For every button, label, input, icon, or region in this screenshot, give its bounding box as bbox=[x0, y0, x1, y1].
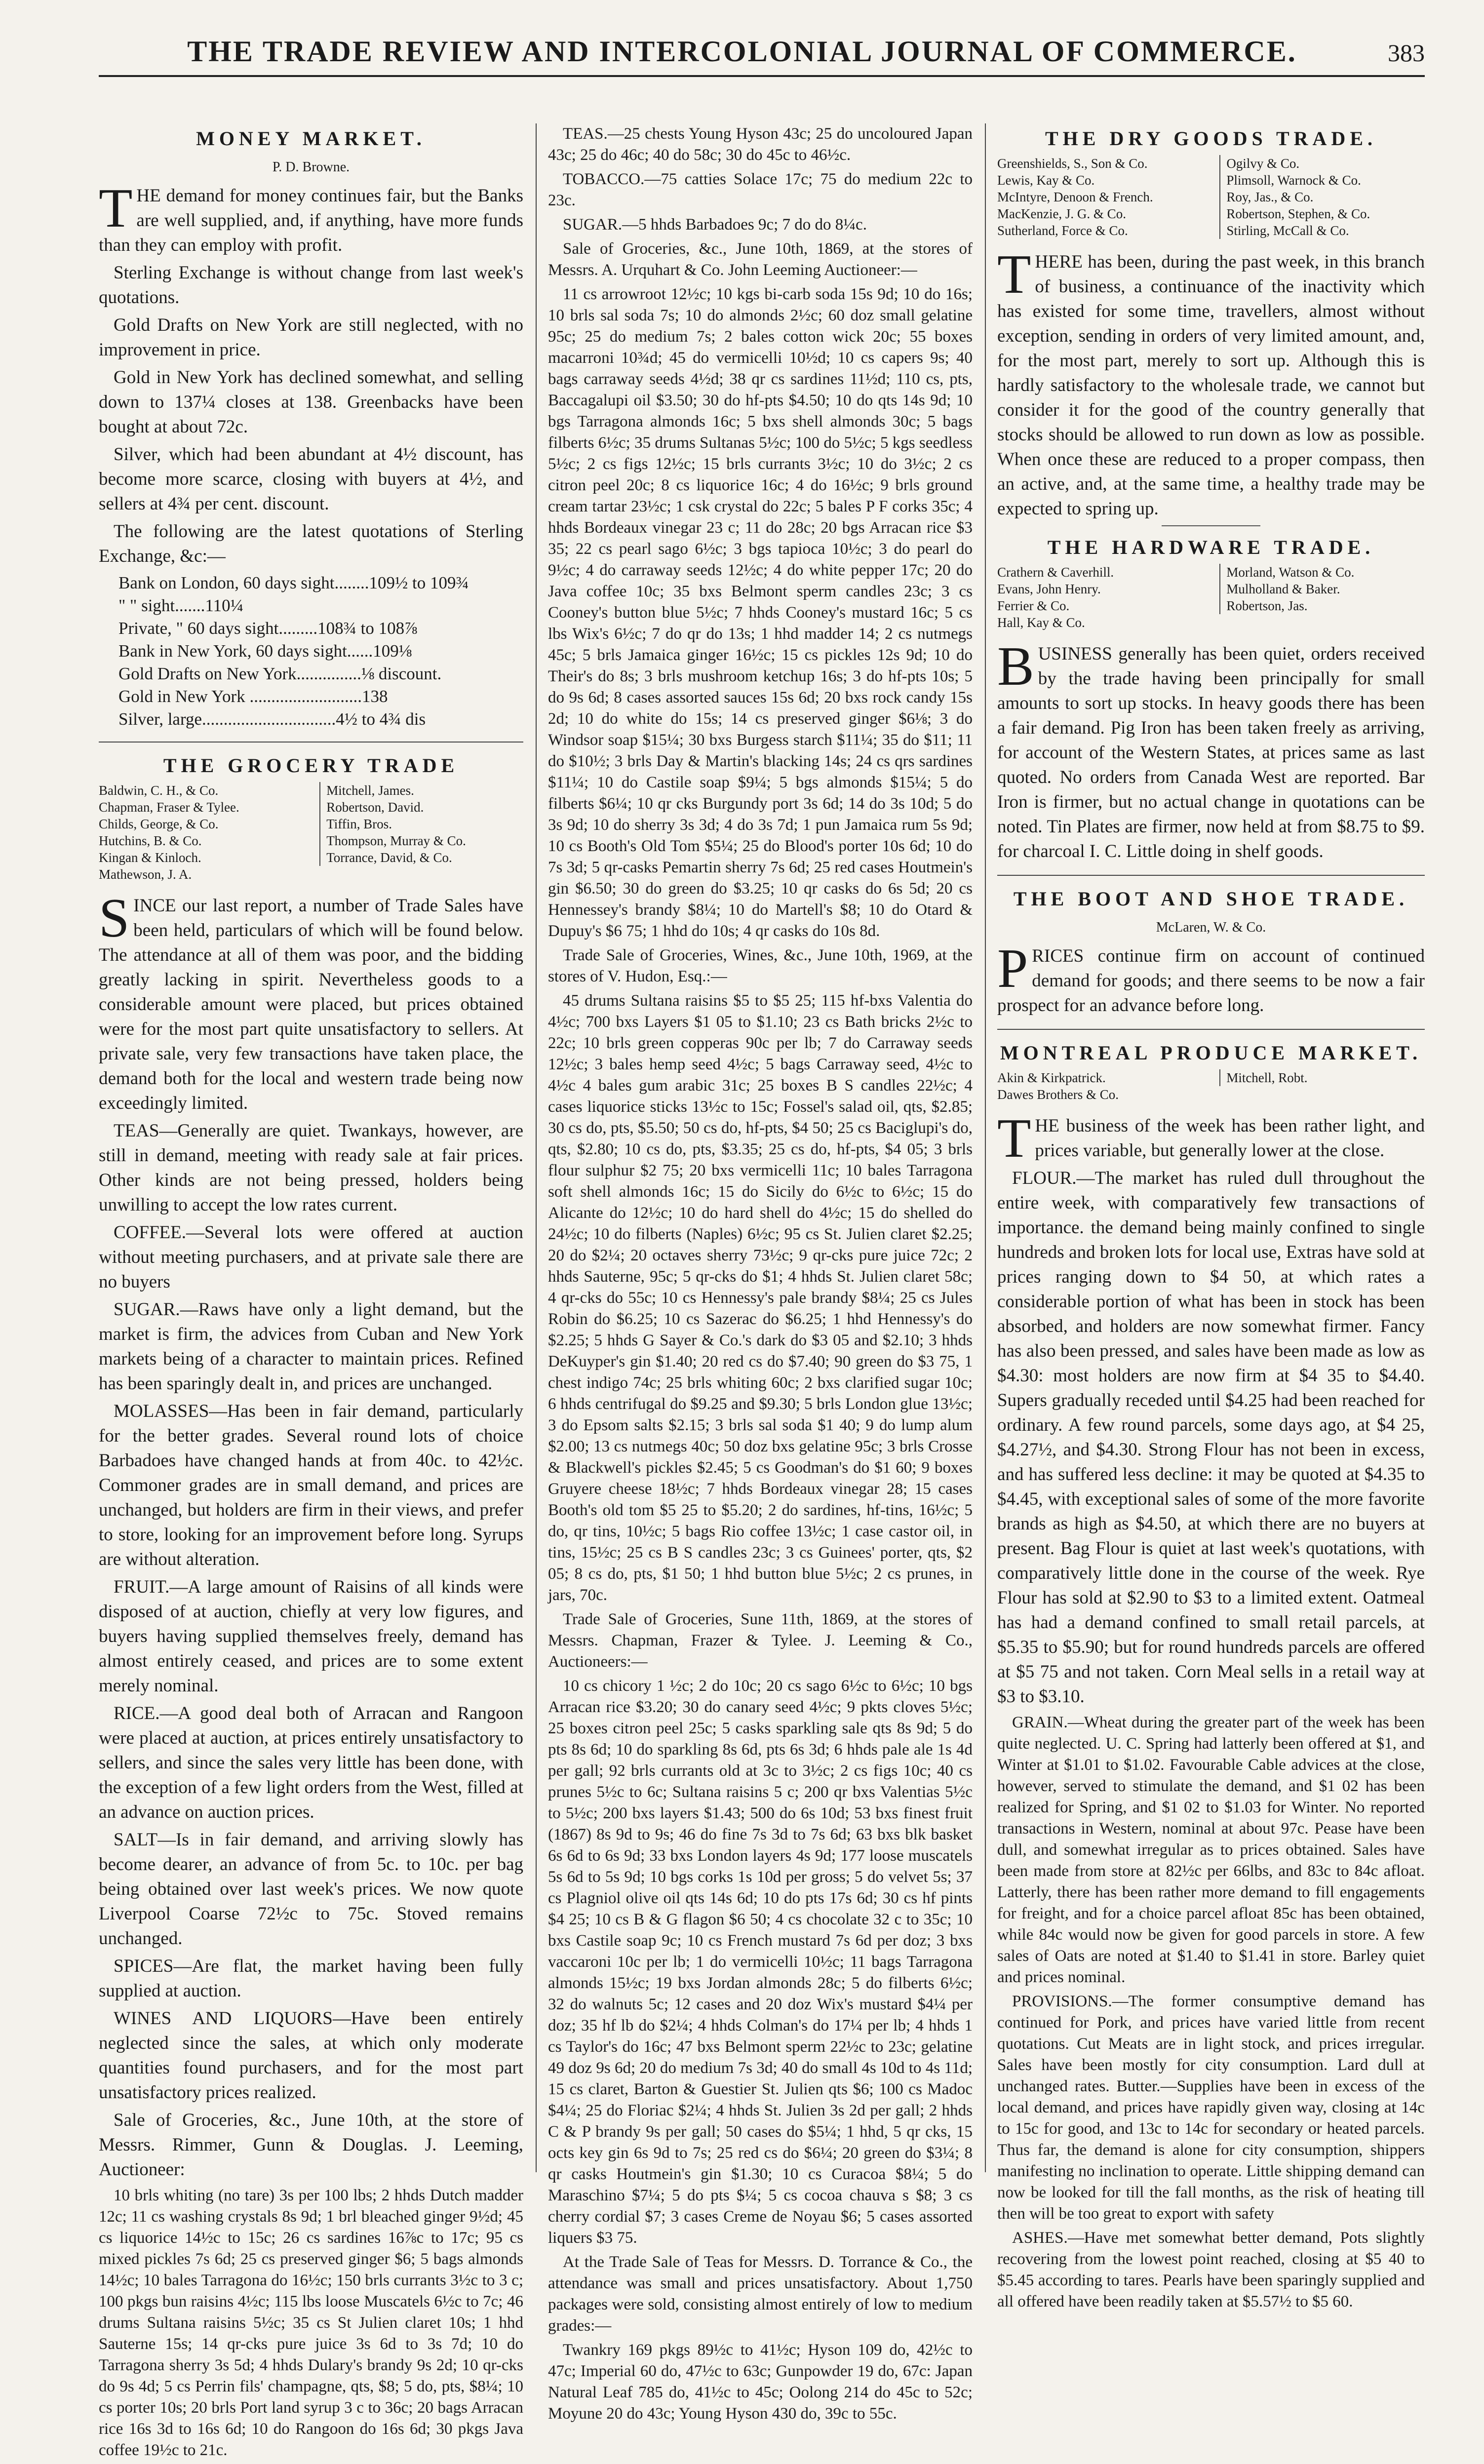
firm-name: Chapman, Fraser & Tylee. bbox=[99, 800, 239, 815]
grocery-sugar: SUGAR.—Raws have only a light demand, but the market is firm, the advices from Cuban and New York markets being of a character to maintain prices. Refined has been sparingly dealt in, and prices are unchanged. bbox=[99, 1299, 523, 1394]
firm-name: Hutchins, B. & Co. bbox=[99, 833, 202, 848]
sale-listing: 11 cs arrowroot 12½c; 10 kgs bi-carb soda 15s 9d; 10 do 16s; 10 brls sal soda 7s; 10 do almonds 2½c; 60 doz small gelatine 95c; 25 do medium 7s; 2 bales cotton wick 20c; 55 boxes macarroni 10¾d; 45 do vermicelli 10½d; 10 cs capers 9s; 40 bags carraway seeds 4½d; 38 qr cs sardines 11½d; 110 cs, pts, Baccagalupi oil $3.50; 30 do hf-pts $4.50; 10 do qts 14s 9d; 10 bgs Tarragona almonds 16c; 5 bxs shell almonds 30c; 5 bags filberts 6½c; 35 drums Sultanas 5½c; 100 do 5½c; 5 kgs seedless 5½c; 2 cs figs 12½c; 15 brls currants 3½c; 10 do 3½c; 2 cs citron peel 20c; 8 cs liquorice 16c; 4 do 16½c; 9 brls ground cream tartar 23½c; 1 csk crystal do 22c; 5 bales P F corks 35c; 4 hhds Bordeaux vinegar 23 c; 11 do 28c; 20 bgs Arracan rice $3 35; 22 cs pearl sago 6½c; 3 bgs tapioca 10½c; 3 do pearl do 9½c; 4 do carraway seeds 12½c; 4 do white pepper 17c; 20 do Java coffee 10c; 35 bxs Belmont sperm candles 23c; 3 cs Cooney's button blue 5½c; 7 hhds Cooney's mustard 16c; 5 cs lbs Wix's 6½c; 7 do qr do 13s; 1 hhd madder 14; 2 cs nutmegs 45c; 5 brls Jamaica ginger 16½c; 15 cs pickles 12s 9d; 10 do Their's do 8s; 3 brls mushroom ketchup 16s; 3 do hf-pts 10s; 5 do 9s 6d; 8 cases assorted sauces 15s 6d; 20 bxs rock candy 15s 2d; 10 do white do 15s; 14 cs preserved ginger $6⅛; 3 do Windsor soap $15¼; 30 bxs Burgess starch $11¼; 35 do $11; 11 do $10½; 3 brls Day & Martin's blacking 14s; 24 cs qrs sardines $11¼; 10 do Castile soap $9¼; 5 bgs almonds $15¼; 5 do filberts $6¼; 10 qr cks Burgundy port 3s 6d; 14 do 3s 10d; 5 do 3s 9d; 10 do sherry 3s 3d; 4 do 3s 7d; 1 pun Jamaica rum 5s 9d; 10 cs Booth's Old Tom $5¼; 25 do Blood's porter 10s 6d; 10 do 7s 3d; 5 qr-casks Pemartin sherry 7s 6d; 25 red cases Houtmein's gin $6.50; 30 do green do $3.25; 10 qr casks do 6s 5d; 20 cs Hennessey's brandy $8¼; 10 do Martell's $8; 10 do Otard & Dupuy's $6 75; 1 hhd do 10s; 4 qr casks do 10s 8d. bbox=[548, 285, 973, 940]
firm-name: Crathern & Caverhill. bbox=[997, 565, 1114, 580]
firm-name: Akin & Kirkpatrick. bbox=[997, 1070, 1106, 1085]
firm-name: Mulholland & Baker. bbox=[1226, 582, 1340, 596]
firm-name: Hall, Kay & Co. bbox=[997, 615, 1085, 630]
drop-cap: T bbox=[99, 178, 133, 239]
journal-title: THE TRADE REVIEW AND INTERCOLONIAL JOURNAL OF COMMERCE. bbox=[187, 35, 1297, 68]
firm-name: Ferrier & Co. bbox=[997, 598, 1070, 613]
money-para-4: Gold in New York has declined somewhat, and selling down to 137¼ closes at 138. Greenbacks have been bought at about 72c. bbox=[99, 367, 523, 437]
firm-name: Greenshields, S., Son & Co. bbox=[997, 156, 1148, 171]
section-rule bbox=[1162, 525, 1260, 526]
hardware-para: BUSINESS generally has been quiet, orders received by the trade having been principally for small amounts to sort up stocks. In heavy goods there has been a fair demand. Pig Iron has been taken freely as arriving, for account of the Western States, at prices same as last quoted. No orders from Canada West are reported. Bar Iron is firmer, but no actual change in quotations can be noted. Tin Plates are firmer, now held at from $8.75 to $9. for charcoal I. C. Little doing in shelf goods. bbox=[997, 636, 1425, 861]
firm-name: Morland, Watson & Co. bbox=[1226, 565, 1355, 580]
firm-name: Dawes Brothers & Co. bbox=[997, 1087, 1119, 1102]
sale-listing: 10 cs chicory 1 ½c; 2 do 10c; 20 cs sago 6½c to 6½c; 10 bgs Arracan rice $3.20; 30 do canary seed 4½c; 9 pkts cloves 5½c; 25 boxes citron peel 25c; 5 casks sparkling sale qts 8s 9d; 5 do pts 8s 6d; 10 do sparkling 8s 6d, pts 6s 3d; 6 hhds pale ale 1s 4d per gall; 92 brls currants old at 3c to 3½c; 2 cs figs 10c; 40 cs prunes 5½c to 6c; Sultana raisins 5 c; 200 qr bxs Valentias 5½c to 5½c; 200 bxs layers $1.43; 500 do 6s 10d; 53 bxs finest fruit (1867) 8s 9d to 9s; 46 do fine 7s 3d to 7s 6d; 63 bxs blk basket 6s 6d to 6s 9d; 33 bxs London layers 4s 9d; 177 loose muscatels 5s 6d to 5s 9d; 10 bgs corks 1s 10d per gross; 5 do velvet 5s; 37 cs Plagniol olive oil qts 14s 6d; 10 do pts 17s 6d; 30 cs hf pints $4 25; 10 cs B & G flagon $6 50; 4 cs chocolate 32 c to 35c; 10 bxs Castile soap 9c; 10 cs French mustard 7s 6d per doz; 3 bxs vaccaroni 10c per lb; 1 do vermicelli 10½c; 11 bags Tarragona almonds 15½c; 19 bxs Jordan almonds 28c; 5 do filberts 6½c; 32 do walnuts 5c; 12 cases and 20 doz Wix's mustard $4¼ per doz; 35 hf lb do $2¼; 4 hhds Colman's do 17¼ per lb; 4 hhds 1 cs Taylor's do 16c; 47 bxs Belmont sperm 22½c to 23c; gelatine 49 doz 9s 6d; 20 do medium 7s 3d; 40 do small 4s 10d to 4s 11d; 15 cs claret, Barton & Guestier St. Julien qts $6; 100 cs Madoc $4¼; 25 do Floriac $2¼; 4 hhds St. Julien 3s 2d per gall; 2 hhds C & P brandy 9s per gall; 50 cases do $5¼; 1 hhd, 5 qr cks, 15 octs key gin 6s 9d to 7s; 25 red cs do $6¼; 20 green do $3¼; 8 qr casks Houtmein's gin $1.30; 10 cs Curacoa $8¼; 5 do Maraschino $7¼; 5 do pts $¼; 5 cs cocoa chauva s $8; 3 cs cherry cordial $7; 3 cases Creme de Noyau $6; 5 cases assorted liquers $3 75. bbox=[548, 1677, 973, 2247]
grocery-trade-heading: THE GROCERY TRADE bbox=[163, 754, 459, 777]
firm-name: Lewis, Kay & Co. bbox=[997, 173, 1095, 188]
produce-firms bbox=[997, 1069, 1425, 1103]
grocery-teas: TEAS—Generally are quiet. Twankays, however, are still in demand, meeting with ready sale at fair prices. Other kinds are not being pressed, holders being unwilling to accept the low rates current. bbox=[99, 1121, 523, 1215]
grocery-coffee: COFFEE.—Several lots were offered at auction without meeting purchasers, and at private sale there are no buyers bbox=[99, 1222, 523, 1292]
drop-cap: B bbox=[997, 636, 1034, 697]
dry-goods-heading: THE DRY GOODS TRADE. bbox=[1045, 127, 1377, 150]
produce-flour: FLOUR.—The market has ruled dull throughout the entire week, with comparatively few transactions of importance. the demand being mainly confined to single hundreds and broken lots for local use, Extras have sold at prices ranging down to $4 50, at which rates a considerable portion of what has been in stock has been absorbed, and holders are now somewhat firmer. Fancy has also been pressed, and sales have been made as low as $4.30: most holders are now firm at $4 35 to $4.40. Supers gradually receded until $4.25 had been reached for ordinary. A few round parcels, some days ago, at $4 25, $4.27½, and $4.30. Strong Flour has not been in excess, and has suffered less decline: it may be quoted at $4.35 to $4.45, with exceptional sales of some of the more favorite brands as high as $4.50, at which there are no buyers at present. Bag Flour is quiet at last week's quotations, with comparatively little done in the course of the week. Rye Flour has sold at $2.90 to $3 to a limited extent. Oatmeal has had a demand confined to small retail parcels, at $5.35 to $5.90; but for round hundreds parcels are offered at $5 75 and not taken. Corn Meal sells in a retail way at $3 to $3.10. bbox=[997, 1168, 1425, 1707]
produce-market-heading: MONTREAL PRODUCE MARKET. bbox=[1000, 1042, 1422, 1064]
firm-name: Stirling, McCall & Co. bbox=[1226, 223, 1349, 238]
firm-name: Evans, John Henry. bbox=[997, 582, 1101, 596]
firm-name: MacKenzie, J. G. & Co. bbox=[997, 206, 1126, 221]
money-para-5: Silver, which had been abundant at 4½ discount, has become more scarce, closing with buyers at 4½, and sellers at 4¾ per cent. discount. bbox=[99, 444, 523, 514]
firm-name: Childs, George, & Co. bbox=[99, 817, 219, 831]
tea-sale-para: At the Trade Sale of Teas for Messrs. D. Torrance & Co., the attendance was small and prices unsatisfactory. About 1,750 packages were sold, consisting almost entirely of low to medium grades:— bbox=[548, 2253, 973, 2335]
quote-line: Private, " 60 days sight.........108¾ to 108⅞ bbox=[118, 619, 418, 638]
firm-name: Robertson, Jas. bbox=[1226, 598, 1308, 613]
firm-name: Baldwin, C. H., & Co. bbox=[99, 783, 219, 798]
firm-name: Mathewson, J. A. bbox=[99, 867, 192, 882]
sale-heading: Sale of Groceries, &c., June 10th, at the store of Messrs. Rimmer, Gunn & Douglas. J. Leeming, Auctioneer: bbox=[99, 2110, 523, 2180]
grocery-para-intro: SINCE our last report, a number of Trade Sales have been held, particulars of which will be found below. The attendance at all of them was poor, and the bidding greatly lacking in spirit. Nevertheless goods to a considerable amount were placed, but prices obtained were for the most part quite unsatisfactory to sellers. At private sale, very few transactions have taken place, the demand both for the local and western trade being now exceedingly limited. bbox=[99, 888, 523, 1113]
firm-name: Plimsoll, Warnock & Co. bbox=[1226, 173, 1361, 188]
firm-name: Tiffin, Bros. bbox=[326, 817, 392, 831]
grocery-spices: SPICES—Are flat, the market having been fully supplied at auction. bbox=[99, 1956, 523, 2001]
column-divider bbox=[985, 123, 986, 2172]
quote-line: Bank in New York, 60 days sight......109⅛ bbox=[118, 641, 412, 661]
firm-name: McIntyre, Denoon & French. bbox=[997, 190, 1153, 204]
drop-cap: P bbox=[997, 938, 1028, 999]
firm-name: Mitchell, James. bbox=[326, 783, 414, 798]
grocery-fruit: FRUIT.—A large amount of Raisins of all kinds were disposed of at auction, chiefly at very low figures, and buyers having supplied themselves freely, demand has almost entirely ceased, and prices are to some extent merely nominal. bbox=[99, 1577, 523, 1696]
column-1 bbox=[99, 123, 523, 2464]
hardware-heading: THE HARDWARE TRADE. bbox=[1047, 536, 1375, 558]
boot-shoe-heading: THE BOOT AND SHOE TRADE. bbox=[1013, 888, 1409, 910]
firm-name: Roy, Jas., & Co. bbox=[1226, 190, 1314, 204]
sale-listing: 10 brls whiting (no tare) 3s per 100 lbs; 2 hhds Dutch madder 12c; 11 cs washing crystals 8s 9d; 1 brl bleached ginger 9½d; 45 cs liquorice 14½c to 15c; 26 cs sardines 16⅞c to 17c; 95 cs mixed pickles 7s 6d; 25 cs preserved ginger $6; 5 bags almonds 14½c; 10 bales Tarragona do 16½c; 150 brls currants 3½c to 3 c; 100 pkgs bun raisins 4½c; 115 lbs loose Muscatels 6½c to 7c; 46 drums Sultana raisins 5½c; 35 cs St Julien claret 10s; 1 hhd Sauterne 15s; 14 qr-cks pure juice 3s 6d to 3s 7d; 10 do Tarragona sherry 3s 5d; 4 hhds Dulary's brandy 9s 2d; 10 qr-cks do 9s 4d; 5 cs Perrin fils' champagne, qts, $8; 5 do, pts, $8¼; 10 cs porter 10s; 20 brls Port land syrup 3 c to 36c; 20 bags Arracan rice 16s 3d to 16s 6d; 10 do Rangoon do 16s 6d; 30 pkgs Java coffee 19½c to 21c. bbox=[99, 2187, 523, 2459]
firm-name: Robertson, Stephen, & Co. bbox=[1226, 206, 1370, 221]
drop-cap: T bbox=[997, 1108, 1031, 1169]
dry-goods-para: THERE has been, during the past week, in this branch of business, a continuance of the inactivity which has existed for some time, travellers, almost without exception, sending in orders of very limited amount, and, for the most part, merely to sort up. Although this is hardly satisfactory to the wholesale trade, we cannot but consider it for the good of the country generally that stocks should be allowed to run down as low as possible. When once these are reduced to a proper compass, then an active, and, at the same time, a healthy trade may be expected to spring up. bbox=[997, 244, 1425, 519]
dry-goods-firms bbox=[997, 155, 1425, 239]
produce-provisions: PROVISIONS.—The former consumptive demand has continued for Pork, and prices have varied little from recent quotations. Cut Meats are in light stock, and prices irregular. Sales have been mostly for city consumption. Lard dull at unchanged rates. Butter.—Supplies have been in excess of the local demand, and prices have rapidly given way, closing at 14c to 15c for good, and 13c to 14c for secondary or heated parcels. Thus far, the demand is alone for city consumption, shippers manifesting no inclination to operate. Little shipping demand can now be looked for till the fall months, as the risk of heating till then will be too great to export with safety bbox=[997, 1993, 1425, 2223]
tea-sale-listing: Twankry 169 pkgs 89½c to 41½c; Hyson 109 do, 42½c to 47c; Imperial 60 do, 47½c to 63c; Gunpowder 19 do, 67c: Japan Natural Leaf 785 do, 41½c to 45c; Oolong 214 do 45c to 52c; Moyune 20 do 43c; Young Hyson 430 do, 39c to 55c. bbox=[548, 2341, 973, 2423]
masthead bbox=[0, 35, 1484, 94]
sale-heading: Trade Sale of Groceries, Wines, &c., June 10th, 1969, at the stores of V. Hudon, Esq.:— bbox=[548, 946, 973, 985]
produce-ashes: ASHES.—Have met somewhat better demand, Pots slightly recovering from the lowest point reached, closing at $5 40 to $5.45 according to tares. Pearls have been sparingly supplied and all offered have been readily taken at $5.57½ to $5 60. bbox=[997, 2229, 1425, 2310]
section-rule bbox=[99, 742, 523, 743]
boot-shoe-firm: McLaren, W. & Co. bbox=[1156, 920, 1266, 935]
money-market-byline: P. D. Browne. bbox=[272, 159, 350, 175]
sale-heading: Trade Sale of Groceries, Sune 11th, 1869, at the stores of Messrs. Chapman, Frazer & Tylee. J. Leeming & Co., Auctioneers:— bbox=[548, 1610, 973, 1671]
money-para-6: The following are the latest quotations of Sterling Exchange, &c:— bbox=[99, 521, 523, 566]
firm-name: Ogilvy & Co. bbox=[1226, 156, 1300, 171]
sale-tobacco: TOBACCO.—75 catties Solace 17c; 75 do medium 22c to 23c. bbox=[548, 170, 973, 209]
section-rule bbox=[997, 1029, 1425, 1030]
grocery-molasses: MOLASSES—Has been in fair demand, particularly for the better grades. Several round lots of choice Barbadoes have changed hands at from 40c. to 42½c. Commoner grades are in small demand, and prices are unchanged, but holders are firm in their views, and prefer to store, looking for an improvement before long. Syrups are without alteration. bbox=[99, 1401, 523, 1569]
money-para-2: Sterling Exchange is without change from last week's quotations. bbox=[99, 263, 523, 308]
grocery-firms bbox=[99, 782, 523, 883]
money-para-1: THE demand for money continues fair, but the Banks are well supplied, and, if anything, have more funds than they can employ with profit. bbox=[99, 178, 523, 255]
sale-sugar: SUGAR.—5 hhds Barbadoes 9c; 7 do do 8¼c. bbox=[563, 216, 867, 234]
hardware-firms bbox=[997, 564, 1425, 631]
quote-line: Gold Drafts on New York...............⅛ discount. bbox=[118, 664, 442, 683]
column-divider bbox=[536, 123, 537, 2172]
produce-intro: THE business of the week has been rather light, and prices variable, but generally lower at the close. bbox=[997, 1108, 1425, 1169]
sale-teas: TEAS.—25 chests Young Hyson 43c; 25 do uncoloured Japan 43c; 25 do 46c; 40 do 58c; 30 do 45c to 46½c. bbox=[548, 125, 973, 164]
firm-name: Kingan & Kinloch. bbox=[99, 850, 201, 865]
quote-line: " " sight.......110¼ bbox=[118, 596, 243, 615]
sale-listing: 45 drums Sultana raisins $5 to $5 25; 115 hf-bxs Valentia do 4½c; 700 bxs Layers $1 05 to $1.10; 23 cs Bath bricks 2½c to 22c; 10 brls green copperas 90c per lb; 7 do Carraway seeds 12½c; 3 bales hemp seed 4½c; 5 bags Carraway seed, 4½c to 4½c 4 bales gum arabic 31c; 25 boxes B S candles 22½c; 4 cases liquorice sticks 13½c to 15c; Fossel's salad oil, qts, $2.85; 30 cs do, pts, $5.50; 50 cs do, hf-pts, $4 50; 25 cs Baciglupi's do, qts, $2.80; 10 cs do, pts, $3.35; 25 cs do, hf-pts, $4 05; 3 brls flour sulphur $2 75; 20 bxs vermicelli 11c; 10 bales Tarragona soft shell almonds 16c; 15 do Sicily do 6½c to 6½c; 15 do Alicante do 12½c; 10 do hard shell do 4½c; 15 do shelled do 24½c; 10 do filberts (Naples) 6½c; 95 cs St. Julien claret $2.25; 20 do $2¼; 20 octaves sherry 73½c; 9 qr-cks pure juice 72c; 2 hhds Sauterne, 95c; 5 qr-cks do $1; 4 hhds St. Julien claret 58c; 4 qr-cks do 55c; 10 cs Hennessy's pale brandy $8¼; 25 cs Jules Robin do $6.25; 10 cs Sazerac do $6.25; 1 hhd Hennessy's do $2.25; 5 hhds G Sayer & Co.'s dark do $3 05 and $2.10; 3 hhds DeKuyper's gin $1.40; 20 red cs do $7.40; 90 green do $3 75, 1 chest indigo 74c; 25 brls whiting 60c; 2 bxs clarified sugar 10c; 6 hhds centrifugal do $9.25 and $9.30; 5 brls London glue 13½c; 3 do Epsom salts $2.15; 3 brls sal soda $1 40; 9 do lump alum $2.00; 13 cs nutmegs 40c; 50 doz bxs gelatine 95c; 3 brls Crosse & Blackwell's pickles $2.45; 5 cs Goodman's do $1 60; 9 boxes Gruyere cheese 18½c; 7 hhds Bordeaux vinegar 28; 15 cases Booth's old tom $5 25 to $5.20; 2 do sardines, hf-tins, 16½c; 5 do, qr tins, 10½c; 5 bags Rio coffee 13½c; 1 case castor oil, in tins, 15½c; 25 cs B S candles 23c; 3 cs Guinees' porter, qts, $2 05; 8 cs do, pts, $1 50; 1 hhd button blue 5½c; 2 cs prunes, in jars, 70c. bbox=[548, 992, 973, 1604]
firm-name: Mitchell, Robt. bbox=[1226, 1070, 1308, 1085]
page-number: 383 bbox=[1388, 39, 1425, 67]
drop-cap: S bbox=[99, 888, 130, 949]
firm-name: Robertson, David. bbox=[326, 800, 424, 815]
money-para-3: Gold Drafts on New York are still neglected, with no improvement in price. bbox=[99, 315, 523, 360]
sale-heading: Sale of Groceries, &c., June 10th, 1869, at the stores of Messrs. A. Urquhart & Co. John Leeming Auctioneer:— bbox=[548, 240, 973, 279]
exchange-quotations bbox=[99, 572, 523, 731]
firm-name: Torrance, David, & Co. bbox=[326, 850, 452, 865]
column-3 bbox=[997, 123, 1425, 2315]
firm-name: Sutherland, Force & Co. bbox=[997, 223, 1128, 238]
drop-cap: T bbox=[997, 244, 1031, 305]
column-2 bbox=[548, 123, 973, 2427]
boot-shoe-para: PRICES continue firm on account of continued demand for goods; and there seems to be now a fair prospect for an advance before long. bbox=[997, 938, 1425, 1016]
grocery-salt: SALT—Is in fair demand, and arriving slowly has become dearer, an advance of from 5c. to 10c. per bag being obtained over last week's prices. We now quote Liverpool Coarse 72½c to 75c. Stoved remains unchanged. bbox=[99, 1830, 523, 1949]
produce-grain: GRAIN.—Wheat during the greater part of the week has been quite neglected. U. C. Spring had latterly been offered at $1, and Winter at $1.01 to $1.02. Favourable Cable advices at the close, however, served to stimulate the demand, and $1 02 has been realized for Spring, and $1 02 to $1.03 for Winter. No reported transactions in Western, nominal at about 97c. Pease have been dull, and somewhat irregular as to prices obtained. Sales have been made from store at 82½c per 66lbs, and 83c to 84c afloat. Latterly, there has been rather more demand to fill engagements for freight, and for a choice parcel afloat 85c has been obtained, while 84c would now be given for good parcels in store. A few sales of Oats are noted at $1.40 to $1.41 in store. Barley quiet and prices nominal. bbox=[997, 1714, 1425, 1986]
quote-line: Silver, large...............................4½ to 4¾ dis bbox=[118, 709, 426, 729]
money-market-heading: MONEY MARKET. bbox=[196, 127, 426, 150]
quote-line: Bank on London, 60 days sight........109½ to 109¾ bbox=[118, 573, 469, 592]
header-rule bbox=[99, 75, 1425, 77]
quote-line: Gold in New York ..........................138 bbox=[118, 687, 388, 706]
grocery-wines: WINES AND LIQUORS—Have been entirely neglected since the sales, at which only moderate quantities found purchasers, and for the most part unsatisfactory prices realized. bbox=[99, 2008, 523, 2103]
firm-name: Thompson, Murray & Co. bbox=[326, 833, 466, 848]
grocery-rice: RICE.—A good deal both of Arracan and Rangoon were placed at auction, at prices entirely unsatisfactory to sellers, and since the sales very little has been done, with the exception of a few light orders from the West, filled at an advance on auction prices. bbox=[99, 1703, 523, 1822]
section-rule bbox=[997, 875, 1425, 876]
